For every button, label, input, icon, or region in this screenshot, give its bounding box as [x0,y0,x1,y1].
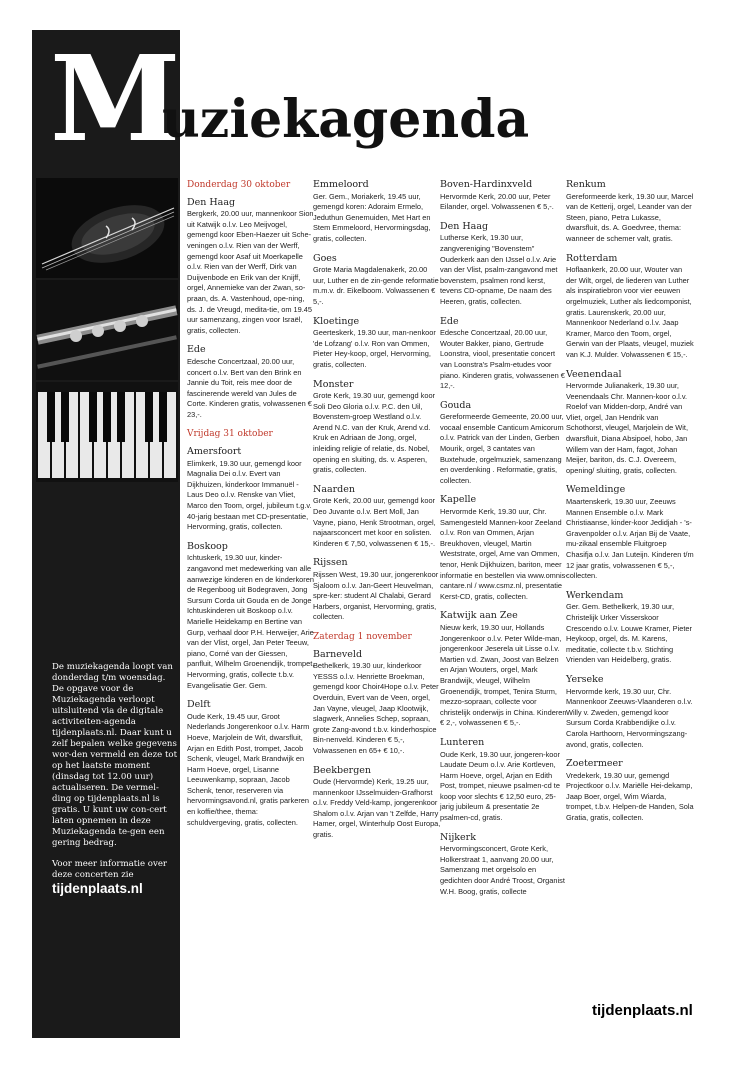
agenda-entry [187,447,315,533]
entry-text: Hervormde Julianakerk, 19.30 uur, Veenendaals Chr. Mannen-koor o.l.v. Roelof van Midden-dorp, André van Vliet, orgel, Jan Hendrik van Schothorst, vleugel, Marjolein de Wit, dwarsfluit, Diana Absipoel, hobo, Jan Willem van der Ham, fagot, Johan Meijer, bariton, ds. C.J. Overeem, opening/ sluiting, gratis, collecten. [566,381,688,475]
entry-text: Hervormde Kerk, 20.00 uur, Peter Eilander, orgel. Volwassenen € 5,-. [440,191,554,212]
entry-text: Hoflaankerk, 20.00 uur, Wouter van der Wilt, orgel, de liederen van Luther als inspiratiebron voor vier eeuwen orgelmuziek, Luther als liedcomponist, gratis. Laurenskerk, 20.00 uur, Mannenkoor Nederland o.l.v. Jaap Kramer, Marco den Toom, orgel, Gerwin van der Plaats, vleugel, muziek van K.J. Mulder. Volwassenen € 15,-. [566,265,694,359]
day-heading: Zaterdag 1 november [313,631,412,642]
agenda-entry [440,738,568,824]
day-heading: Vrijdag 31 oktober [187,429,273,440]
entry-text: Grote Kerk, 20.00 uur, gemengd koor Deo Juvante o.l.v. Bert Moll, Jan Vayne, piano, Henk Strootman, orgel, najaarsconcert met koor en solisten. Kinderen € 7,50, volwassenen € 15,-. [313,496,436,548]
title-initial: M [50,29,181,168]
entry-city: Monster [313,378,354,390]
entry-text: Vredekerk, 19.30 uur, gemengd Projectkoor o.l.v. Mariëlle Hei-dekamp, Jaap Boer, orgel, Wim Wiarda, trompet, t.b.v. Helpen-de Handen, Sola Gratia, gratis, collecten. [566,770,694,823]
agenda-entry [313,558,441,623]
entry-text: Nieuw kerk, 19.30 uur, Hollands Jongerenkoor o.l.v. Peter Wilde-man, jongerenkoor Jeserela uit Lisse o.l.v. Martien v.d. Zwan, Joost van Belzen en Arjan Wouters, orgel, Mark Brandwijk, vleugel, Wilhelm Groenendijk, trompet, Tenira Sturm, mezzo-sopraan, collecte voor christelijk onderwijs in China. Kinderen € 2,-, volwassenen € 5,-. [440,622,567,728]
agenda-entry [440,222,568,308]
sidebar-more-info: Voor meer informatie over deze concerten zie [52,859,168,880]
entry-text: Lutherse Kerk, 19.30 uur, zangvereniging "Bovenstem" Ouderkerk aan den IJssel o.l.v. Arie van der Vlist, psalm-zangavond met bovenstem, psalmen rond kerst, tevens CD-opname, De naam des Heeren, gratis, collecten. [440,233,558,306]
entry-text: Bethelkerk, 19.30 uur, kinderkoor YESSS o.l.v. Henriette Broekman, gemengd koor Choir4Hope o.l.v. Peter Overduin, Evert van de Veen, orgel, Jan Vayne, vleugel, Jaap Klootwijk, slagwerk, Annelies Schep, sopraan, grote Zang-avond t.b.v. kinderhospice Bin-nenveld. Kinderen € 5,-, Volwassenen en 65+ € 10,-. [313,661,439,755]
entry-city: Boskoop [187,540,228,552]
agenda-entry [566,759,694,824]
entry-text: Hervormde Kerk, 19.30 uur, Chr. Samengesteld Mannen-koor Zeeland o.l.v. Ron van Ommen, Arjan Breukhoven, vleugel, Martin Weststrate, orgel, Arne van Ommen, tenor, Henk Dijkhuizen, bariton, meer informatie en bestellen via www.omnis-cantare.nl / www.csmz.nl, presentatie Kerst-CD, gratis, collecten. [440,507,568,601]
entry-text: Ger. Gem., Moriakerk, 19.45 uur, gemengd koren: Adoraim Ermelo, Jeduthun Genemuiden, Met Hart en Stem Emmeloord, Hervormingsdag, gratis, collecten. [313,191,431,243]
entry-city: Wemeldinge [566,484,626,496]
agenda-entry [566,180,694,245]
entry-city: Nijkerk [440,831,476,843]
entry-city: Boven-Hardinxveld [440,179,533,190]
entry-text: Oude (Hervormde) Kerk, 19.25 uur, mannenkoor IJsselmuiden-Grafhorst o.l.v. Freddy Veld-kamp, jongerenkoor Shalom o.l.v. Arjan van 't Zelfde, Harry Hamer, orgel, Winterhulp Oost Europa, gratis. [313,777,441,840]
agenda-entry [313,180,441,245]
entry-city: Beekbergen [313,764,372,776]
entry-text: Ger. Gem. Bethelkerk, 19.30 uur, Christelijk Urker Visserskoor Crescendo o.l.v. Louwe Kramer, Pieter Heykoop, orgel, ds. M. Karens, meditatie, collecte t.b.v. Stichting Vrienden van Heidelberg, gratis. [566,602,692,665]
entry-text: Hervormde kerk, 19.30 uur, Chr. Mannenkoor Zeeuws-Vlaanderen o.l.v. Willy v. Zweden, gemengd koor Sursum Corda Krabbendijke o.l.v. Carola Harthoorn, Hervormingszang-avond, gratis, collecten. [566,686,693,749]
agenda-column-4 [566,180,694,833]
agenda-entry [313,254,441,308]
entry-text: Maartenskerk, 19.30 uur, Zeeuws Mannen Ensemble o.l.v. Mark Christiaanse, kinder-koor Jedidjah - 's-Gravenpolder o.l.v. Arjan Bij de Vaate, mu-zikaal ensemble Fluitgroep Chasifja o.l.v. Jan Luteijn. Kinderen t/m 12 jaar gratis, volwassenen € 5,-, collecten. [566,497,694,581]
agenda-entry [440,317,568,392]
sidebar-info [52,662,178,894]
entry-text: Oude Kerk, 19.45 uur, Groot Nederlands Jongerenkoor o.l.v. Harm Hoeve, Marjolein de Wit, dwarsfluit, Arjan en Edith Post, trompet, Jacob Schenk, vleugel, Mark Brandwijk en Harm Hoeve, orgel, Lisanne Leeuwenkamp, sopraan, Jacob Schenk, tenor, reserveren via hervormingsavond.nl, gratis parkeren en koffie/thee, thema: schuldvergeving, gratis, collecten. [187,711,310,827]
agenda-entry [313,766,441,841]
agenda-entry [566,591,694,666]
entry-city: Kloetinge [313,315,360,327]
entry-text: Gereformeerde Gemeente, 20.00 uur, vocaal ensemble Canticum Amicorum o.l.v. Patrick van der Linden, Gerben Mourik, orgel, 3 cantates van Buxtehude, orgelmuziek, samenzang en overdenking . Reformatie, gratis, collecten. [440,412,564,485]
entry-city: Yerseke [566,673,604,685]
entry-city: Ede [187,344,206,356]
agenda-entry [440,611,568,729]
entry-text: Ichtuskerk, 19.30 uur, kinder-zangavond met medewerking van alle aanwezige kinderen en de kinderkoren de Regenboog uit Bodegraven, Jong Sursum Corda uit Gouda en de Jonge Ichtuskinderen uit Boskoop o.l.v. Marielle Heidekamp en Bertine van Gurp, verhaal door P.H. Herweijer, Arie van der Vlist, orgel, Jan Peter Teeuw, piano, Corné van der Giessen, panfluit, Wilhelm Groenendijk, trompet, Hervorming, gratis, collecte t.b.v. Evangelisatie Ger. Gem. [187,553,315,690]
entry-city: Gouda [440,399,472,411]
entry-text: Bergkerk, 20.00 uur, mannenkoor Sion uit Katwijk o.l.v. Leo Meijvogel, gemengd koor Eben-Haezer uit Sche-veningen o.l.v. Rien van der Werff, gemengd koor Asaf uit Moerkapelle o.l.v. Rien van der Werff, Dirk van Duijvenbode en Erik van der Knijff, orgel, Annemieke van der Zwan, so-praan, ds. A. Vastenhoud, ope-ning, ds. J. de Vreugd, medita-tie, om 19.45 uur samenzang, zingen voor Israël, gratis, collecten. [187,209,314,335]
entry-city: Zoetermeer [566,758,623,770]
entry-city: Ede [440,315,459,327]
agenda-entry [187,542,315,691]
entry-city: Barneveld [313,648,363,660]
entry-city: Kapelle [440,494,477,506]
entry-city: Veenendaal [566,368,622,380]
entry-city: Goes [313,252,337,264]
entry-text: Edesche Concertzaal, 20.00 uur, Wouter Bakker, piano, Gertrude Loonstra, viool, presentatie concert van Loonstra's Psalm-etudes voor piano. Kinderen gratis, volwassenen € 12,-. [440,328,565,391]
sidebar-logo[interactable]: tijdenplaats.nl [52,881,143,896]
entry-city: Katwijk aan Zee [440,610,518,622]
agenda-entry [187,198,315,337]
agenda-entry [313,650,441,757]
entry-city: Den Haag [440,220,489,232]
entry-city: Renkum [566,179,606,190]
agenda-entry [440,833,568,898]
entry-text: Elimkerk, 19.30 uur, gemengd koor Magnalia Dei o.l.v. Evert van Dijkhuizen, kinderkoor Immanuël - Laus Deo o.l.v. Renske van Vliet, Marco den Toom, orgel, jubileum t.g.v. 40-jarig bestaan met CD-presentatie, Hervorming, gratis, collecten. [187,458,312,532]
entry-city: Emmeloord [313,179,369,190]
entry-city: Werkendam [566,589,624,601]
agenda-entry [313,317,441,371]
entry-city: Naarden [313,483,356,495]
entry-text: Geerteskerk, 19.30 uur, man-nenkoor 'de Lofzang' o.l.v. Ron van Ommen, Pieter Hey-koop, orgel, Hervorming, gratis, collecten. [313,328,436,369]
agenda-entry [313,380,441,476]
agenda-entry [566,370,694,477]
day-heading: Donderdag 30 oktober [187,180,291,190]
entry-text: Hervormingsconcert, Grote Kerk, Holkerstraat 1, aanvang 20.00 uur, Samenzang met orgelsolo en gedichten door André Troost, Organist W.H. Boog, gratis, collecte [440,844,565,896]
entry-city: Rijssen [313,557,348,569]
agenda-column-1 [187,180,315,837]
agenda-entry [440,495,568,602]
piano-keys-photo [36,382,178,482]
agenda-entry [187,700,315,828]
entry-text: Edesche Concertzaal, 20.00 uur, concert o.l.v. Bert van den Brink en Jannie du Toit, reis mee door de fascinerende wereld van Jules de Corte. Kinderen gratis, volwassenen € 23,-. [187,356,312,419]
entry-text: Gereformeerde kerk, 19.30 uur, Marcel van de Ketterij, orgel, Leander van der Steen, piano, Petra Lukasse, dwarsfluit, ds. A. Goedvree, thema: wanneer de schemer valt, gratis. [566,191,694,243]
flute-photo [36,280,178,380]
entry-text: Grote Maria Magdalenakerk, 20.00 uur, Luther en de zin-gende reformatie m.m.v. dr. Eikelboom. Volwassenen € 5,-. [313,265,439,306]
entry-city: Rotterdam [566,252,618,264]
agenda-entry [440,401,568,487]
violin-photo [36,178,178,278]
agenda-entry [566,254,694,361]
entry-city: Delft [187,699,211,711]
entry-text: Rijssen West, 19.30 uur, jongerenkoor Sjaloom o.l.v. Jan-Geert Heuvelman, spre-ker: student Al Chalabi, Gerard Harbers, organist, Hervorming, gratis, collecten. [313,570,439,622]
agenda-entry [440,180,568,213]
agenda-entry [313,485,441,550]
footer-logo[interactable]: tijdenplaats.nl [592,1002,693,1019]
entry-text: Oude Kerk, 19.30 uur, jongeren-koor Laudate Deum o.l.v. Arie Kortleven, Harm Hoeve, orgel, Arjan en Edith Post, trompet, nieuwe psalmen-cd te koop voor slechts € 12,50 euro, 25-jarig jubileum & presentatie 2e psalmen-cd, gratis. [440,749,560,823]
agenda-column-3 [440,180,568,906]
entry-city: Den Haag [187,196,236,208]
agenda-entry [566,675,694,750]
entry-city: Amersfoort [187,446,242,458]
title-rest: uziekagenda [162,89,530,150]
sidebar-intro: De muziekagenda loopt van donderdag t/m woensdag. De opgave voor de Muziekagenda verloopt uitsluitend via de digitale activiteiten-agenda tijdenplaats.nl. Daar kunt u zelf bepalen welke gegevens wor-den vermeld en deze tot op het laatste moment (dinsdag tot 12.00 uur) actualiseren. De vermel-ding op tijdenplaats.nl is gratis. U kunt uw con-cert laten opnemen in deze Muziekagenda te-gen een gering bedrag. [52,662,178,848]
entry-text: Grote Kerk, 19.30 uur, gemengd koor Soli Deo Gloria o.l.v. P.C. den Uil, Bovenstem-groep Westland o.l.v. Arend N.C. van der Kruk, Arend v.d. Kruk en Adriaan de Jong, orgel, inleiding religie of relatie, ds. Nobel, opening en sluiting, ds. v. Asperen, gratis, collecten. [313,391,436,475]
agenda-entry [566,485,694,581]
agenda-column-2 [313,180,441,850]
agenda-entry [187,345,315,420]
entry-city: Lunteren [440,736,485,748]
